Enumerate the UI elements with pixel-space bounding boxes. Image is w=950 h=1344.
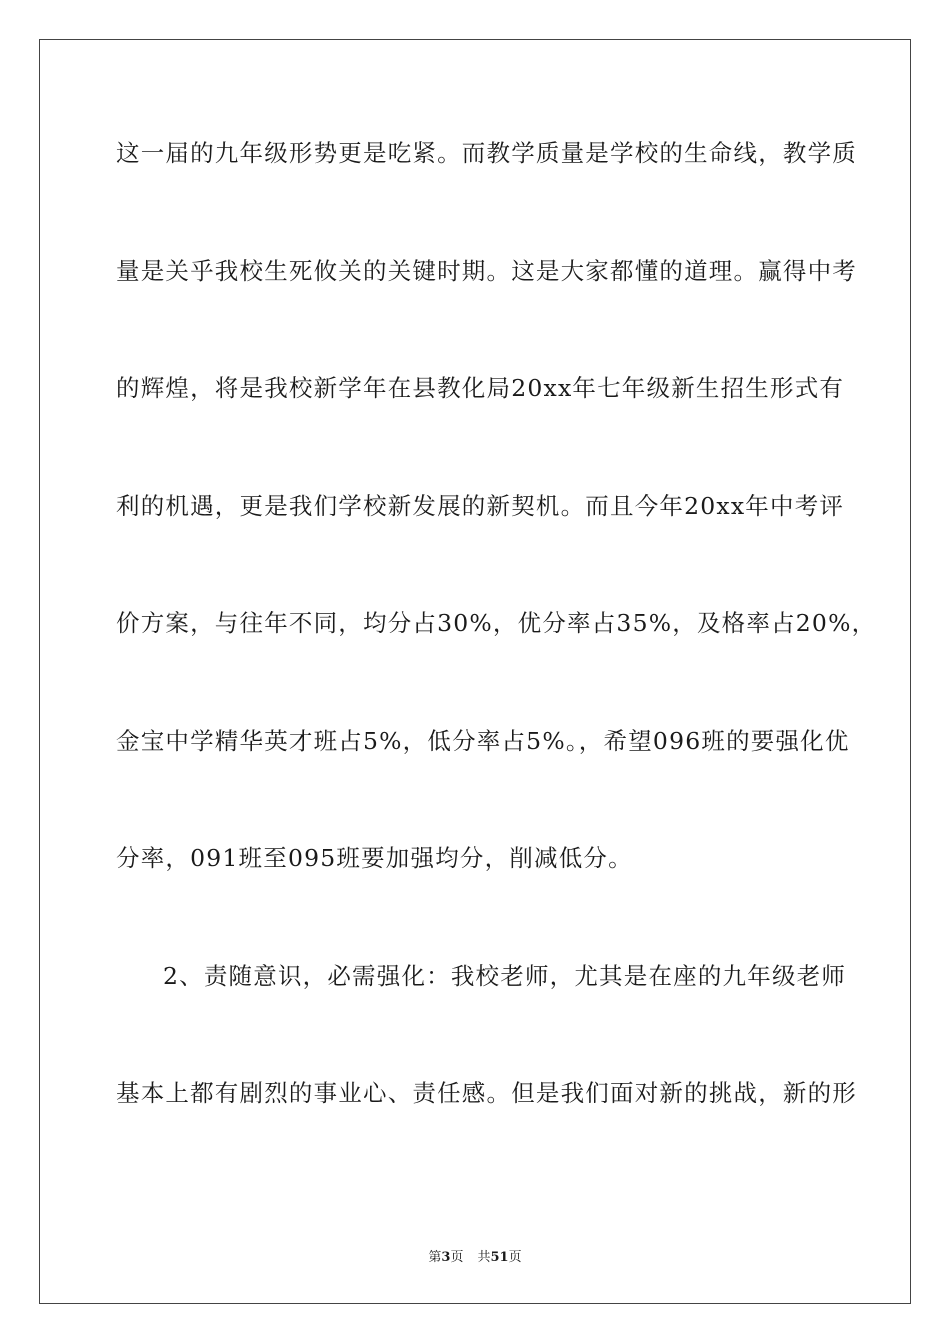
text-line: 量是关乎我校生死攸关的关键时期。这是大家都懂的道理。赢得中考 xyxy=(116,256,857,285)
page-number: 3 xyxy=(441,1250,451,1265)
document-body xyxy=(116,124,877,1182)
text-line: 金宝中学精华英才班占5%，低分率占5%。，希望096班的要强化优 xyxy=(116,726,850,755)
total-prefix: 共 xyxy=(477,1250,491,1265)
text-line: 基本上都有剧烈的事业心、责任感。但是我们面对新的挑战，新的形 xyxy=(116,1079,857,1107)
text-line: 的辉煌，将是我校新学年在县教化局20xx年七年级新生招生形式有 xyxy=(116,374,845,402)
text-line: 利的机遇，更是我们学校新发展的新契机。而且今年20xx年中考评 xyxy=(116,491,845,520)
text-line: 价方案，与往年不同，均分占30%，优分率占35%，及格率占20%， xyxy=(116,609,877,637)
page-suffix: 页 xyxy=(450,1250,464,1265)
total-pages: 51 xyxy=(490,1250,509,1265)
page-prefix: 第 xyxy=(428,1250,442,1265)
total-suffix: 页 xyxy=(508,1250,522,1265)
text-line: 分率，091班至095班要加强均分，削减低分。 xyxy=(116,844,633,872)
text-line: 这一届的九年级形势更是吃紧。而教学质量是学校的生命线，教学质 xyxy=(116,139,857,167)
page-footer xyxy=(0,1246,950,1265)
text-line: 2、责随意识，必需强化：我校老师，尤其是在座的九年级老师 xyxy=(163,961,847,990)
